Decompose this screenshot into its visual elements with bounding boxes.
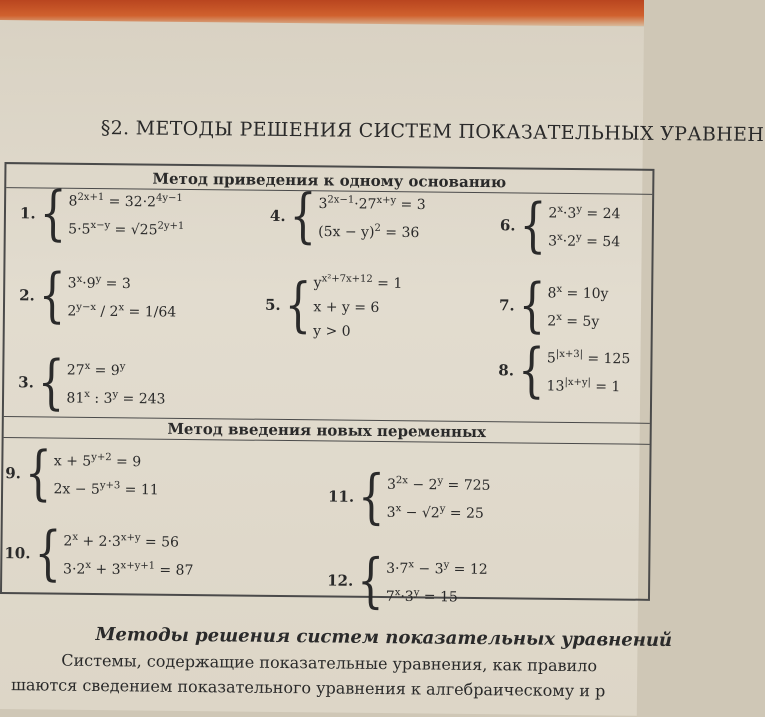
brace-icon: { xyxy=(34,518,62,587)
equation: $3\cdot 7^x - 3^y = 12$ xyxy=(386,559,488,578)
system-number: 10. xyxy=(4,543,31,563)
equation: $13^{|x+y|} = 1$ xyxy=(546,376,621,395)
equation: $3^{2x} - 2^y = 725$ xyxy=(386,475,491,494)
equation: x + y = 6 xyxy=(313,298,380,316)
footer-line-2: шаются сведением показательного уравнения к алгебраическому и р xyxy=(10,675,606,701)
brace-icon: { xyxy=(39,178,67,247)
system-number: 7. xyxy=(498,295,515,315)
brace-icon: { xyxy=(357,461,386,531)
system-number: 8. xyxy=(498,360,515,380)
system-number: 3. xyxy=(18,372,34,392)
brace-icon: { xyxy=(517,335,546,404)
equation: $2^x\cdot 3^y = 24$ xyxy=(548,203,621,223)
brace-icon: { xyxy=(284,269,312,339)
footer-line-1: Системы, содержащие показательные уравнения, как правило xyxy=(61,650,598,676)
system-number: 12. xyxy=(327,571,354,590)
system-3 xyxy=(499,190,621,259)
equation: $3^x - √2^y = 25$ xyxy=(386,502,484,522)
brace-icon: { xyxy=(38,260,66,329)
system-number: 6. xyxy=(499,215,516,235)
equation: $2^x = 5y$ xyxy=(547,311,600,330)
system-1 xyxy=(19,178,185,247)
system-11 xyxy=(4,518,194,587)
equation: $3^x\cdot 2^y = 54$ xyxy=(548,231,621,250)
equation: $y^{x^2+7x+12} = 1$ xyxy=(313,273,403,292)
equation: $3^{2x-1}\cdot 27^{x+y} = 3$ xyxy=(318,194,426,214)
brace-icon: { xyxy=(37,347,65,416)
system-9 xyxy=(5,437,159,507)
equation: $8^{2x+1} = 32\cdot 2^{4y-1}$ xyxy=(68,191,183,211)
system-number: 5. xyxy=(264,295,281,314)
equation: $3^x\cdot 9^y = 3$ xyxy=(67,273,131,293)
system-12 xyxy=(327,545,488,615)
system-number: 2. xyxy=(19,285,35,305)
equation: $3\cdot 2^x + 3^{x+y+1} = 87$ xyxy=(63,559,194,579)
method1-title: Метод приведения к одному основанию xyxy=(6,167,652,195)
system-4 xyxy=(19,260,177,329)
system-number: 1. xyxy=(19,203,36,223)
book-page xyxy=(0,20,765,716)
brace-icon: { xyxy=(289,180,317,250)
equation: $x + 5^{y+2} = 9$ xyxy=(53,451,142,471)
system-5 xyxy=(265,270,403,341)
equation: $2x - 5^{y+3} = 11$ xyxy=(53,479,159,498)
equation: $(5x - y)^2 = 36$ xyxy=(318,222,420,241)
section-title: §2. МЕТОДЫ РЕШЕНИЯ СИСТЕМ ПОКАЗАТЕЛЬНЫХ УРАВНЕН xyxy=(100,117,765,147)
system-8 xyxy=(498,335,631,404)
footer-title: Методы решения систем показательных уравнений xyxy=(95,624,673,652)
method2-title: Метод введения новых переменных xyxy=(4,416,650,445)
system-10 xyxy=(327,461,491,531)
equation: $8^x = 10y$ xyxy=(547,283,609,303)
system-number: 11. xyxy=(327,487,355,506)
equation: $2^x + 2\cdot 3^{x+y} = 56$ xyxy=(63,531,180,551)
system-2 xyxy=(269,180,426,250)
equation: y > 0 xyxy=(313,322,351,340)
brace-icon: { xyxy=(356,545,385,615)
equation: $7^x\cdot 3^y = 15$ xyxy=(385,586,458,606)
system-7 xyxy=(18,347,166,416)
equation: $27^x = 9^y$ xyxy=(66,360,126,379)
system-number: 4. xyxy=(269,206,286,225)
equation: $5\cdot 5^{x-y} = √25^{2y+1}$ xyxy=(68,219,185,238)
brace-icon: { xyxy=(519,190,547,259)
brace-icon: { xyxy=(518,270,546,339)
equation: $5^{|x+3|} = 125$ xyxy=(546,348,631,368)
brace-icon: { xyxy=(24,437,53,507)
equation: $2^{y-x} / 2^x = 1/64$ xyxy=(67,301,177,321)
equation: 81$^x$ : $3^y = 243$ xyxy=(66,388,166,408)
system-number: 9. xyxy=(5,463,22,482)
system-6 xyxy=(498,270,609,339)
